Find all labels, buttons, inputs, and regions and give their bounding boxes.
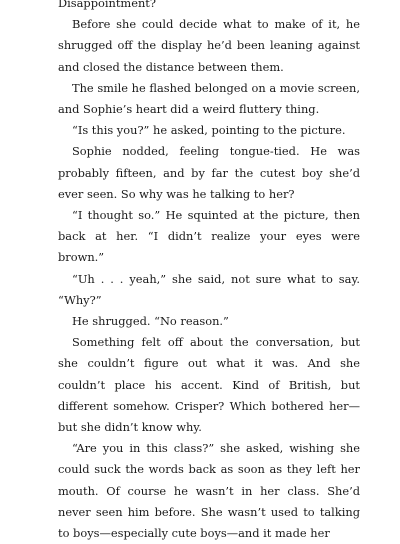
paragraph-4: Sophie nodded, feeling tongue-tied. He was probably fifteen, and by far the cutest boy she’d ever seen. So why was he talking to her? [58,144,360,201]
paragraph-9: “Are you in this class?” she asked, wishing she could suck the words back as soon as they left her mouth. Of course he wasn’t in her class. She’d never seen him before. She wasn’t used to talking to boys—especially cute boys—and it made her [58,441,360,541]
paragraph-3: “Is this you?” he asked, pointing to the picture. [72,123,346,138]
paragraph-2: The smile he flashed belonged on a movie screen, and Sophie’s heart did a weird fluttery thing. [58,80,360,117]
paragraph-5: “I thought so.” He squinted at the picture, then back at her. “I didn’t realize your eyes were brown.” [58,208,360,265]
paragraph-7: He shrugged. “No reason.” [72,314,229,329]
paragraph-1: Before she could decide what to make of it, he shrugged off the display he’d been leaning against and closed the distance between them. [58,17,360,74]
paragraph-0: Disappointment? [58,0,156,10]
paragraph-6: “Uh . . . yeah,” she said, not sure what to say. “Why?” [58,271,360,307]
text-column [58,0,360,544]
paragraph-8: Something felt off about the conversation, but she couldn’t figure out what it was. And she couldn’t place his accent. Kind of British, but different somehow. Crisper? Which bothered her—but she didn’t know why. [58,335,360,435]
